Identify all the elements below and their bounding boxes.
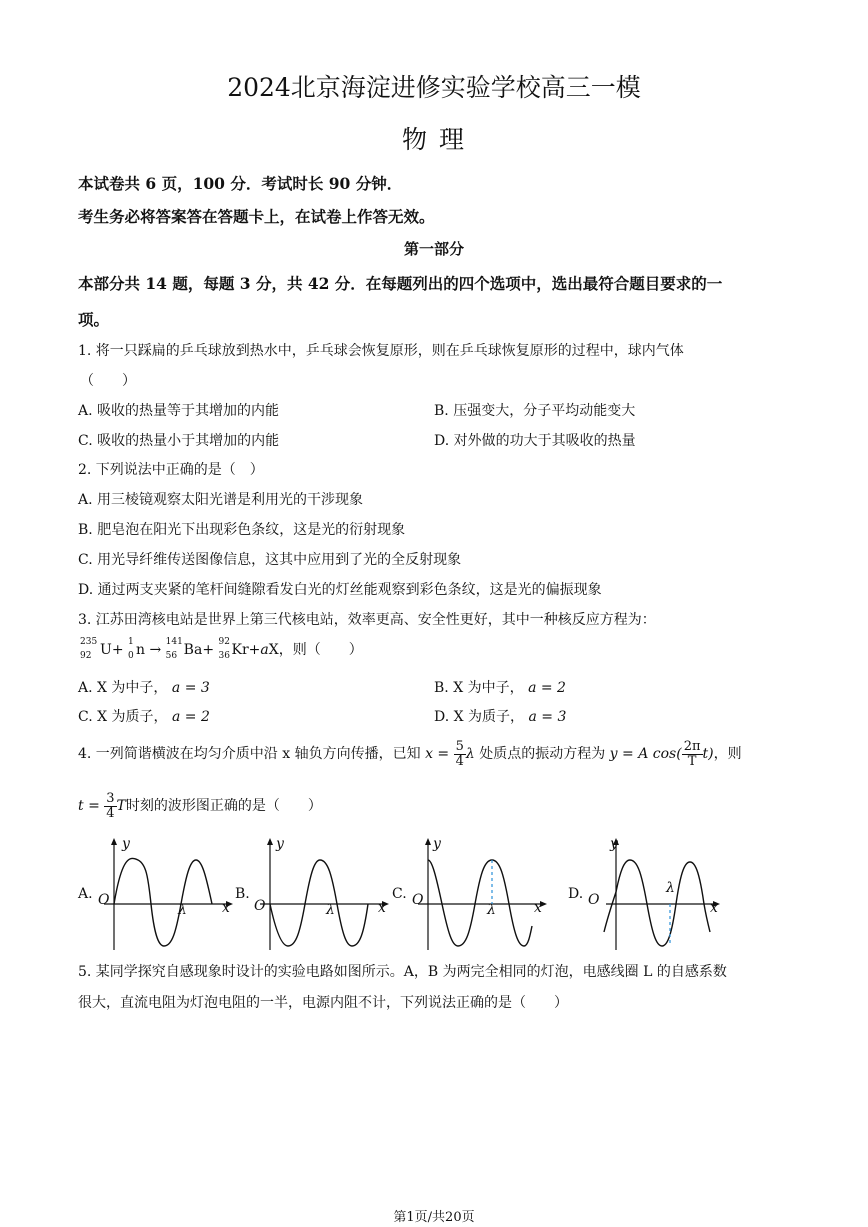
q2-option-c: C. 用光导纤维传送图像信息，这其中应用到了光的全反射现象 [78, 552, 462, 568]
wave-graph-a [96, 836, 236, 952]
n-symbol: n [136, 642, 146, 658]
q3-option-d: D. X 为质子， a = 3 [434, 709, 567, 725]
page-footer: 第1页/共20页 [393, 1210, 475, 1225]
u-mass: 235 [80, 637, 98, 647]
q2-stem: 2. 下列说法中正确的是（ ） [78, 462, 264, 478]
q3-option-a: A. X 为中子， a = 3 [78, 680, 210, 696]
q1-option-a: A. 吸收的热量等于其增加的内能 [78, 403, 280, 419]
part-desc-line-2: 项。 [78, 310, 110, 329]
q4-stem-line-1: 4. 一列简谐横波在均匀介质中沿 x 轴负方向传播，已知 x = $\frac{5}{4}$ λ 处质点的振动方程为 y = A cos( $\frac{2\pi}{T}$ t)，则 [78, 738, 742, 769]
q1-option-c: C. 吸收的热量小于其增加的内能 [78, 433, 280, 449]
b-lambda-label: λ [326, 902, 335, 918]
exam-title: 2024北京海淀进修实验学校高三一模 [227, 73, 641, 102]
q5-stem-line-1: 5. 某同学探究自感现象时设计的实验电路如图所示。A，B 为两完全相同的灯泡，电感线圈 L 的自感系数 [78, 964, 727, 980]
b-x-label: x [378, 900, 386, 916]
b-y-label: y [276, 836, 284, 852]
d-lambda-label: λ [666, 880, 675, 896]
q2-option-d: D. 通过两支夹紧的笔杆间缝隙看发白光的灯丝能观察到彩色条纹，这是光的偏振现象 [78, 582, 602, 598]
a-origin-label: O [98, 892, 110, 908]
c-lambda-label: λ [487, 902, 496, 918]
q2-option-a: A. 用三棱镜观察太阳光谱是利用光的干涉现象 [78, 492, 364, 508]
d-origin-label: O [588, 892, 600, 908]
c-y-label: y [433, 836, 441, 852]
part-desc-line-1: 本部分共 14 题，每题 3 分，共 42 分．在每题列出的四个选项中，选出最符合题目要求的一 [78, 274, 723, 293]
ba-z: 56 [165, 651, 178, 661]
q3-option-b: B. X 为中子， a = 2 [434, 680, 566, 696]
q5-stem-line-2: 很大，直流电阻为灯泡电阻的一半，电源内阻不计，下列说法正确的是（ ） [78, 995, 568, 1011]
q3-option-c: C. X 为质子， a = 2 [78, 709, 210, 725]
arrow: → [149, 642, 162, 658]
kr-mass: 92 [218, 637, 230, 647]
d-y-label: y [610, 836, 618, 852]
a-y-label: y [122, 836, 130, 852]
subject-title: 物 理 [402, 125, 466, 154]
u-z: 92 [80, 651, 92, 661]
plus-3: + [248, 642, 261, 658]
kr-z: 36 [218, 651, 230, 661]
a-lambda-label: λ [178, 902, 187, 918]
u-symbol: U [100, 642, 112, 658]
b-origin-label: O [254, 898, 266, 914]
q1-paren: （ ） [80, 373, 136, 389]
intro-line-1: 本试卷共 6 页，100 分．考试时长 90 分钟． [78, 174, 403, 193]
c-origin-label: O [412, 892, 424, 908]
intro-line-2: 考生务必将答案答在答题卡上，在试卷上作答无效。 [78, 207, 435, 226]
wave-graph-b [252, 836, 392, 952]
q1-option-b: B. 压强变大，分子平均动能变大 [434, 403, 636, 419]
q1-option-d: D. 对外做的功大于其吸收的热量 [434, 433, 636, 449]
a-x-label: x [222, 900, 230, 916]
q2-option-b: B. 肥皂泡在阳光下出现彩色条纹，这是光的衍射现象 [78, 522, 406, 538]
q3-stem: 3. 江苏田湾核电站是世界上第三代核电站，效率更高、安全性更好，其中一种核反应方程为： [78, 612, 656, 628]
option-c-label: C. [392, 886, 407, 902]
q1-stem: 1. 将一只踩扁的乒乓球放到热水中，乒乓球会恢复原形，则在乒乓球恢复原形的过程中，球内气体 [78, 343, 684, 359]
n-mass: 1 [128, 637, 134, 647]
q3-equation [80, 637, 363, 665]
d-x-label: x [710, 900, 718, 916]
option-a-label: A. [78, 886, 93, 902]
option-d-label: D. [568, 886, 584, 902]
eq-tail: ，则（ ） [278, 642, 363, 658]
q4-stem-line-2: t = $\frac{3}{4}$ T时刻的波形图正确的是（ ） [78, 790, 322, 821]
n-z: 0 [128, 651, 134, 661]
plus-2: + [202, 642, 215, 658]
c-x-label: x [534, 900, 542, 916]
part-title: 第一部分 [403, 240, 464, 258]
wave-graph-d [596, 836, 726, 952]
option-b-label: B. [235, 886, 250, 902]
ba-mass: 141 [165, 637, 183, 647]
plus-1: + [111, 642, 124, 658]
a-coef: a [260, 642, 269, 658]
wave-graph-c [410, 836, 550, 952]
ba-symbol: Ba [183, 642, 203, 658]
x-symbol: X [268, 642, 279, 658]
kr-symbol: Kr [231, 642, 249, 658]
